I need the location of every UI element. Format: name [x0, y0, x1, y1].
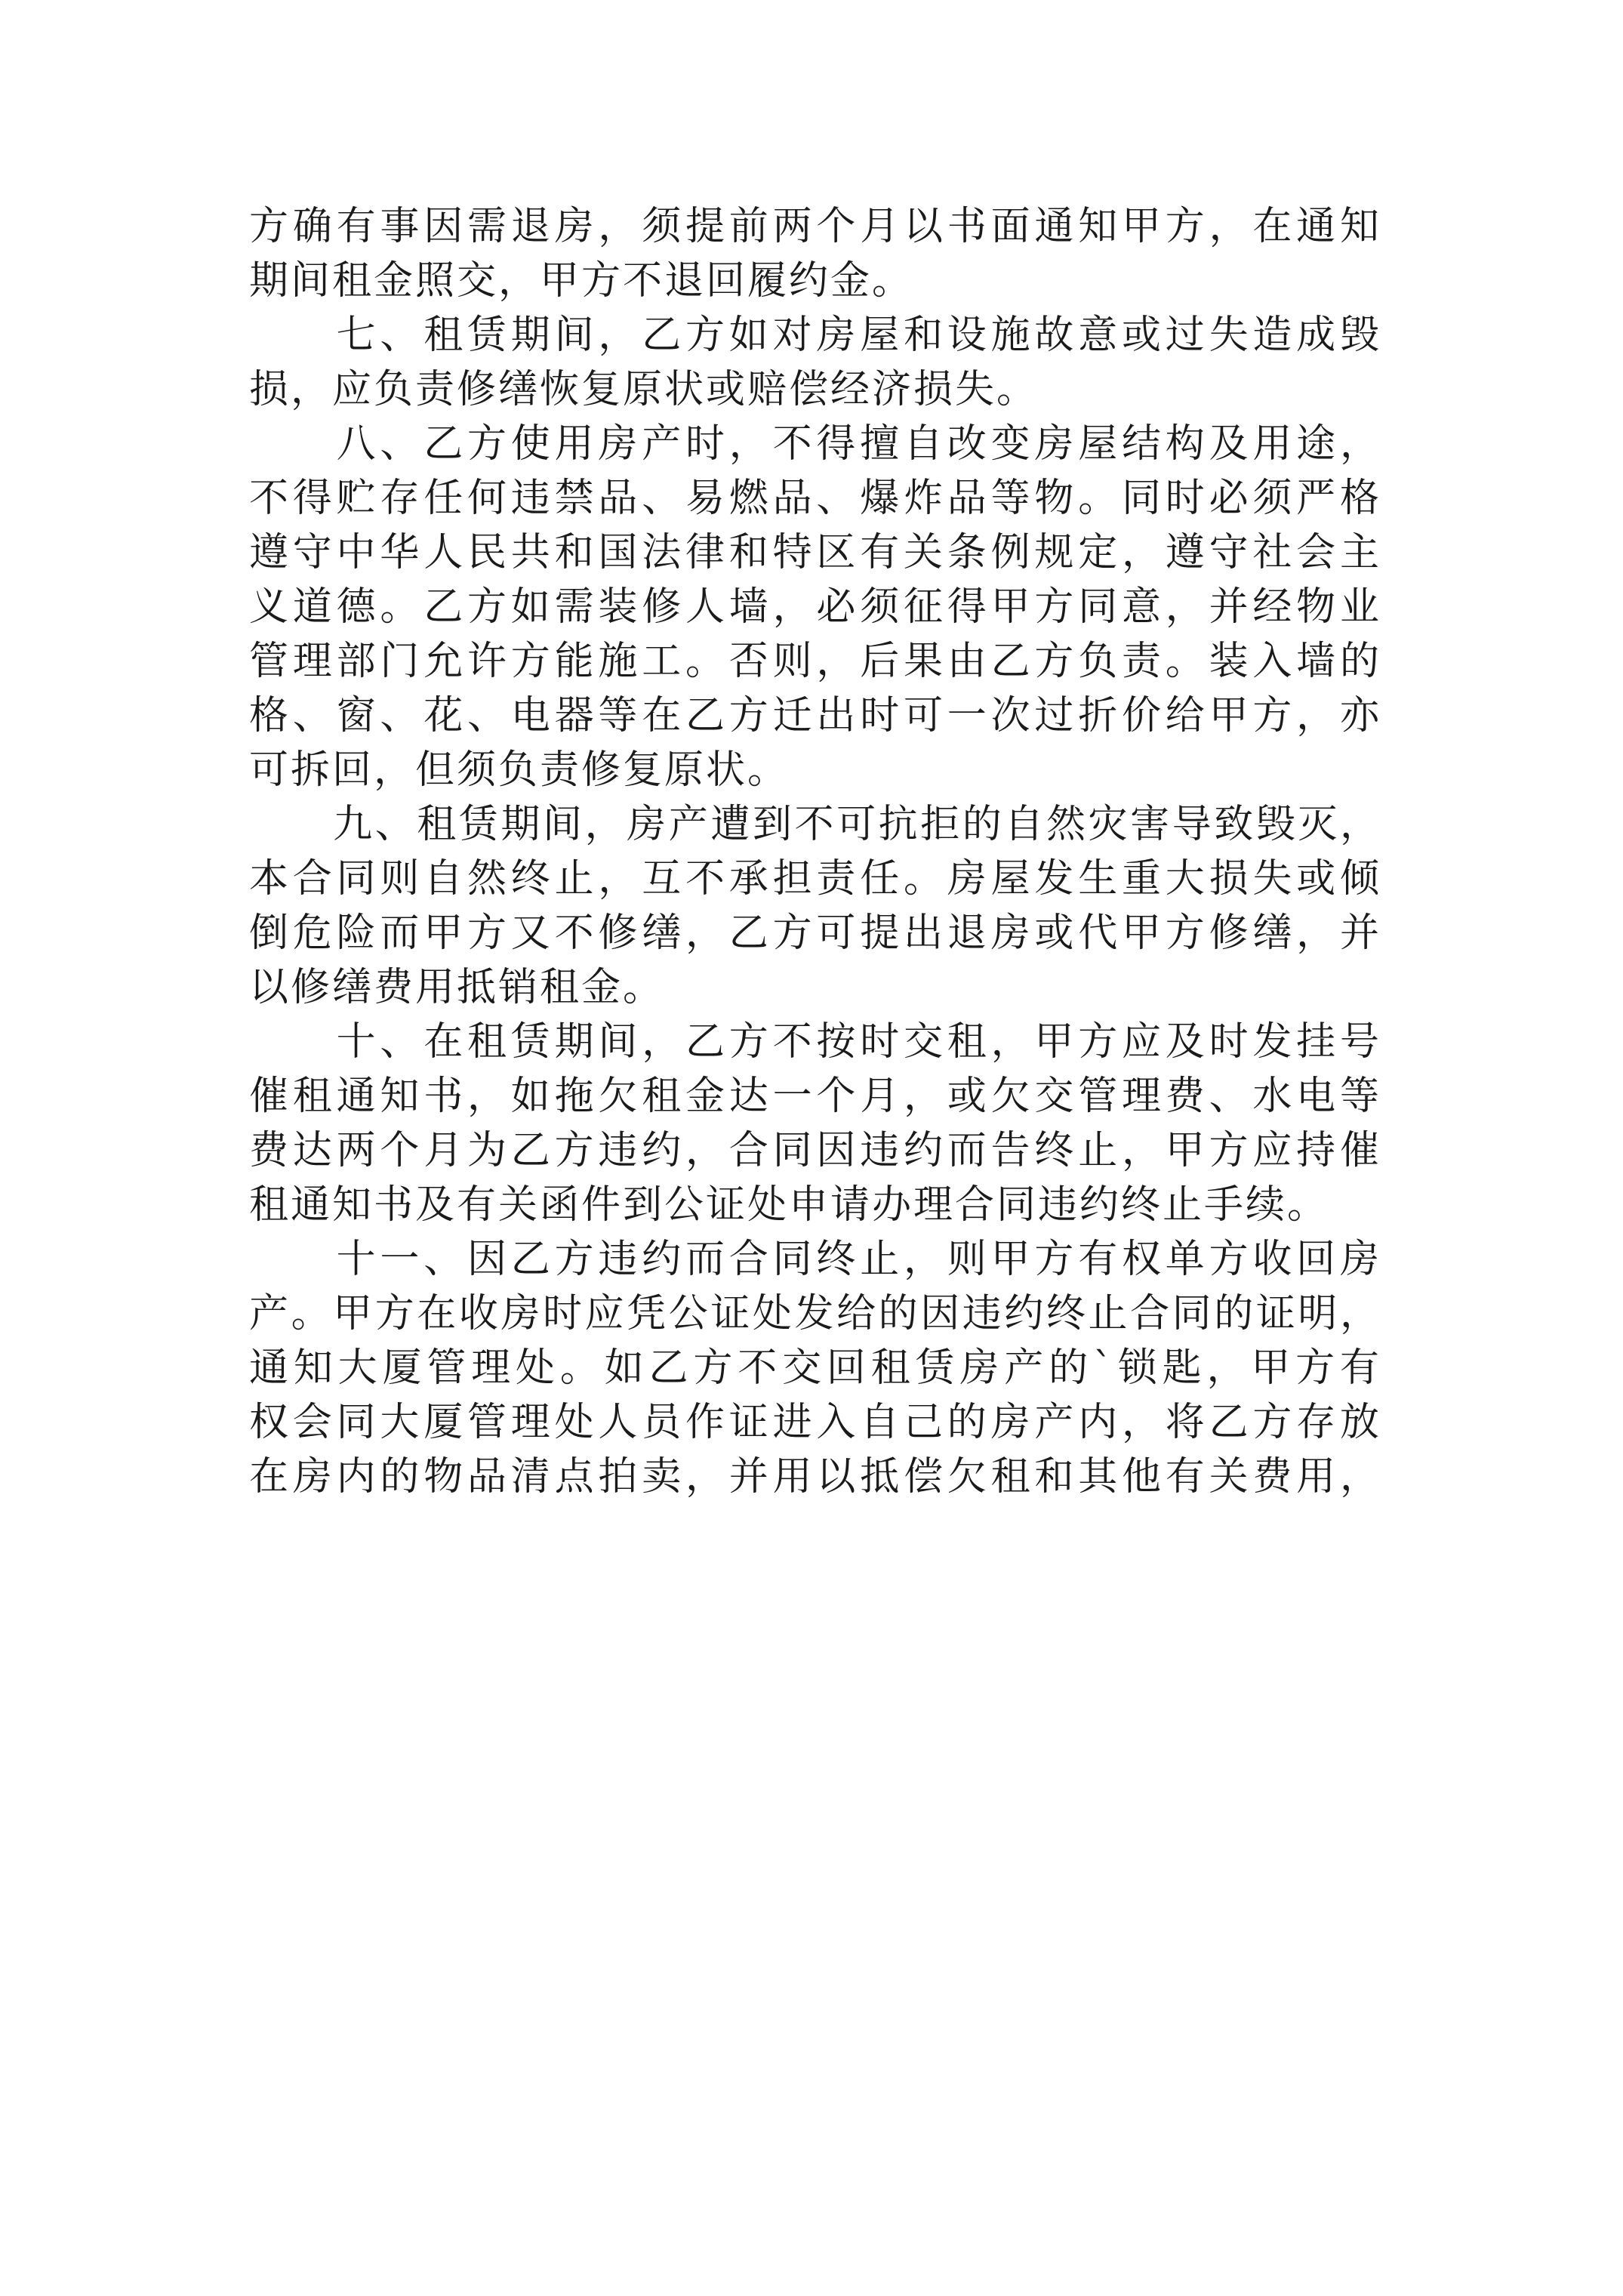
- text-line: 本合同则自然终止，互不承担责任。房屋发生重大损失或倾: [249, 856, 1381, 901]
- paragraph-clause-6-continued: [249, 199, 1381, 308]
- text-line: 七、租赁期间，乙方如对房屋和设施故意或过失造成毁: [249, 313, 1381, 358]
- text-line: 遵守中华人民共和国法律和特区有关条例规定，遵守社会主: [249, 530, 1381, 575]
- text-line: 可拆回，但须负责修复原状。: [249, 747, 790, 793]
- text-line: 义道德。乙方如需装修人墙，必须征得甲方同意，并经物业: [249, 584, 1381, 630]
- text-line: 租通知书及有关函件到公证处申请办理合同违约终止手续。: [249, 1182, 1329, 1228]
- paragraph-clause-8: [249, 417, 1381, 797]
- paragraph-clause-10: [249, 1015, 1381, 1232]
- text-line: 十一、因乙方违约而合同终止，则甲方有权单方收回房: [249, 1237, 1381, 1282]
- text-line: 费达两个月为乙方违约，合同因违约而告终止，甲方应持催: [249, 1128, 1381, 1173]
- text-line: 期间租金照交，甲方不退回履约金。: [249, 258, 914, 304]
- text-line: 十、在租赁期间，乙方不按时交租，甲方应及时发挂号: [249, 1019, 1381, 1065]
- text-line: 通知大厦管理处。如乙方不交回租赁房产的`锁匙，甲方有: [249, 1345, 1381, 1391]
- text-line: 损，应负责修缮恢复原状或赔偿经济损失。: [249, 367, 1039, 412]
- text-line: 在房内的物品清点拍卖，并用以抵偿欠租和其他有关费用，: [249, 1454, 1381, 1499]
- text-line: 方确有事因需退房，须提前两个月以书面通知甲方，在通知: [249, 204, 1381, 249]
- text-line: 格、窗、花、电器等在乙方迁出时可一次过折价给甲方，亦: [249, 693, 1381, 738]
- paragraph-clause-9: [249, 797, 1381, 1015]
- text-line: 九、租赁期间，房产遭到不可抗拒的自然灾害导致毁灭，: [249, 802, 1381, 847]
- contract-text: [249, 199, 1381, 1504]
- paragraph-clause-11: [249, 1232, 1381, 1504]
- text-line: 不得贮存任何违禁品、易燃品、爆炸品等物。同时必须严格: [249, 476, 1381, 521]
- text-line: 产。甲方在收房时应凭公证处发给的因违约终止合同的证明，: [249, 1291, 1381, 1336]
- text-line: 权会同大厦管理处人员作证进入自己的房产内，将乙方存放: [249, 1400, 1381, 1445]
- text-line: 八、乙方使用房产时，不得擅自改变房屋结构及用途，: [249, 421, 1381, 467]
- paragraph-clause-7: [249, 308, 1381, 417]
- text-line: 管理部门允许方能施工。否则，后果由乙方负责。装入墙的: [249, 639, 1381, 684]
- text-line: 倒危险而甲方又不修缮，乙方可提出退房或代甲方修缮，并: [249, 911, 1381, 956]
- text-line: 催租通知书，如拖欠租金达一个月，或欠交管理费、水电等: [249, 1074, 1381, 1119]
- text-line: 以修缮费用抵销租金。: [249, 965, 665, 1010]
